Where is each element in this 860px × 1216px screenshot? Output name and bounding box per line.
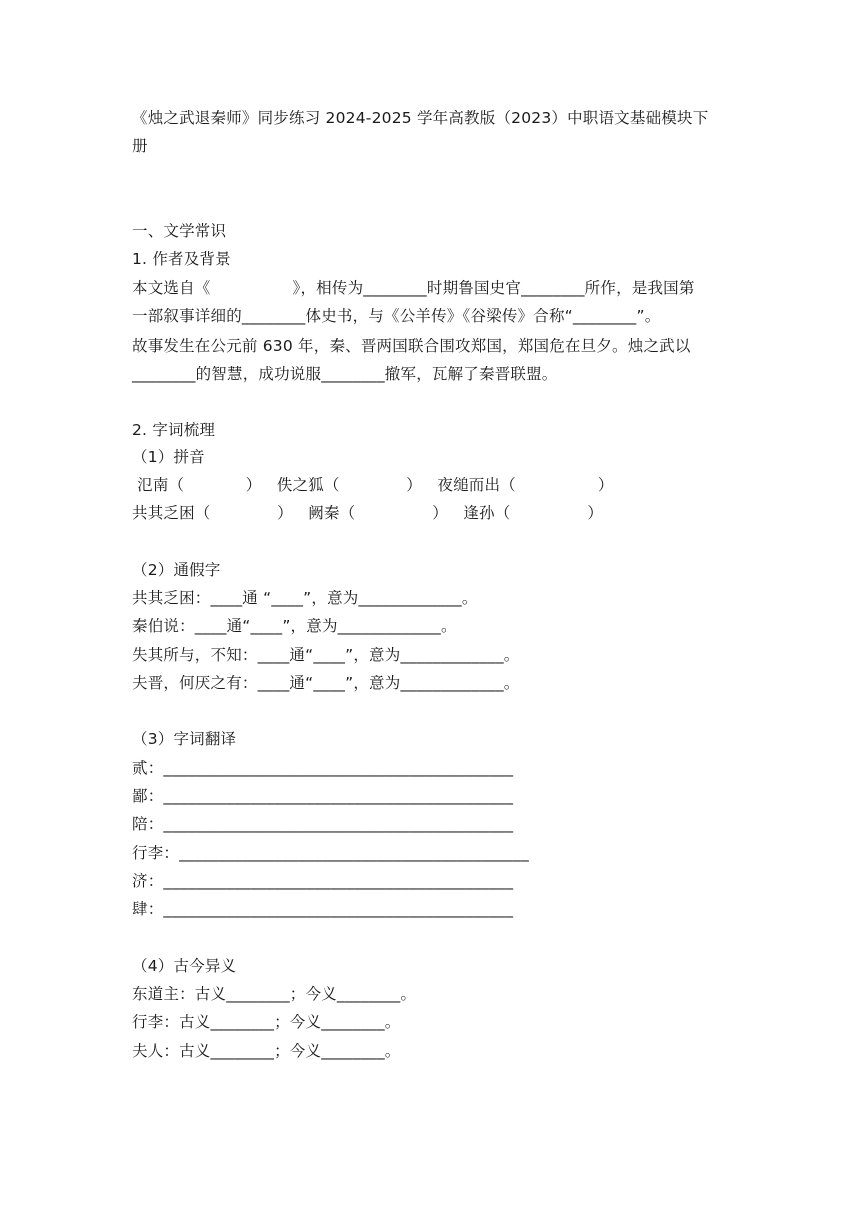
- translate-row-5: 济：____________________________________________: [132, 872, 514, 890]
- tongjia-heading: （2）通假字: [132, 561, 221, 579]
- pinyin-row-2: 共其乏困（ ） 阙秦（ ） 逢孙（ ）: [132, 504, 604, 522]
- translate-row-6: 肆：____________________________________________: [132, 900, 514, 918]
- gujin-heading: （4）古今异义: [132, 957, 237, 975]
- translate-row-1: 贰：____________________________________________: [132, 759, 514, 777]
- subheading-author-background: 1. 作者及背景: [132, 250, 231, 268]
- pinyin-row-1: 氾南（ ） 佚之狐（ ） 夜缒而出（ ）: [132, 476, 614, 494]
- gujin-row-3: 夫人：古义________；今义________。: [132, 1042, 401, 1060]
- tongjia-row-1: 共其乏困：____通 “____”，意为_____________。: [132, 589, 478, 607]
- gujin-row-2: 行李：古义________；今义________。: [132, 1013, 401, 1031]
- document-title-line-1: 《烛之武退秦师》同步练习 2024-2025 学年高教版（2023）中职语文基础模块下: [132, 109, 709, 127]
- background-paragraph-line-2: 一部叙事详细的________体史书，与《公羊传》《谷梁传》合称“________”。: [132, 307, 661, 325]
- background-paragraph-line-4: ________的智慧，成功说服________撤军，瓦解了秦晋联盟。: [132, 365, 558, 383]
- background-paragraph-line-1: 本文选自《 》，相传为________时期鲁国史官________所作，是我国第: [132, 279, 695, 297]
- translate-row-4: 行李：____________________________________________: [132, 844, 529, 862]
- tongjia-row-3: 失其所与，不知：____通“____”，意为_____________。: [132, 646, 520, 664]
- subheading-word-review: 2. 字词梳理: [132, 421, 216, 439]
- background-paragraph-line-3: 故事发生在公元前 630 年，秦、晋两国联合围攻郑国，郑国危在旦夕。烛之武以: [132, 337, 691, 355]
- document-title-line-2: 册: [132, 137, 148, 155]
- translate-heading: （3）字词翻译: [132, 730, 237, 748]
- tongjia-row-4: 夫晋，何厌之有：____通“____”，意为_____________。: [132, 674, 520, 692]
- tongjia-row-2: 秦伯说：____通“____”，意为_____________。: [132, 617, 457, 635]
- translate-row-3: 陪：____________________________________________: [132, 815, 514, 833]
- section-heading-literary-knowledge: 一、文学常识: [132, 222, 227, 240]
- pinyin-heading: （1）拼音: [132, 448, 205, 466]
- gujin-row-1: 东道主：古义________；今义________。: [132, 985, 417, 1003]
- translate-row-2: 鄙：____________________________________________: [132, 787, 514, 805]
